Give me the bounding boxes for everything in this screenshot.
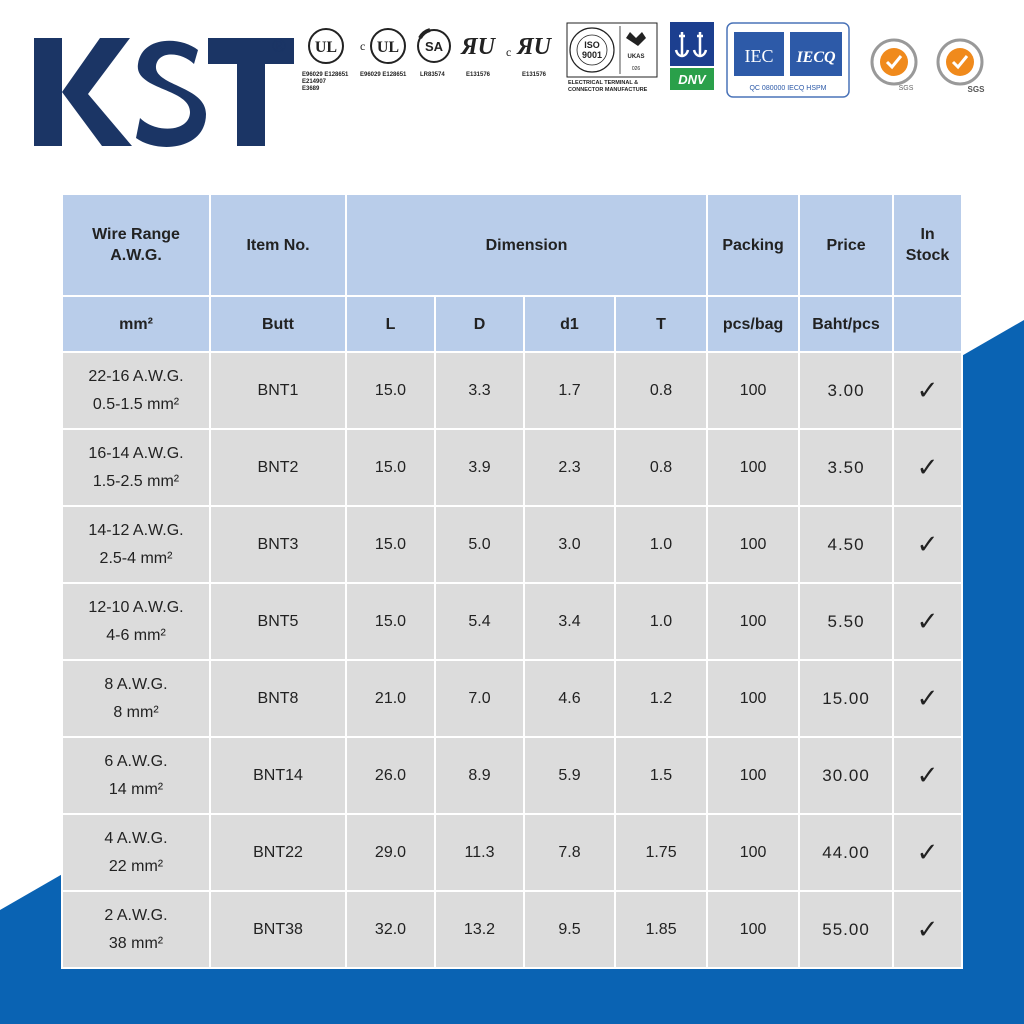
cul-label: E96029 E128651: [360, 72, 407, 78]
packing-cell: 100: [707, 583, 799, 660]
price-cell: 55.00: [799, 891, 893, 968]
kst-logo-graphic: [30, 30, 300, 150]
header-row-1: [62, 194, 962, 296]
length-cell: 21.0: [346, 660, 435, 737]
in-stock-check-icon: ✓: [893, 737, 962, 814]
mm2-value: 2.5-4 mm²: [99, 549, 173, 567]
price-cell: 44.00: [799, 814, 893, 891]
header-in-stock-text: In Stock: [905, 226, 950, 264]
wire-range-cell: [62, 583, 210, 660]
d1-cell: 4.6: [524, 660, 615, 737]
svg-text:UL: UL: [314, 39, 338, 56]
dnv-text: DNV: [678, 72, 706, 87]
dnv-anchor-icon: [670, 22, 714, 92]
svg-text:ЯU: ЯU: [461, 34, 495, 60]
cul-certification: [358, 22, 408, 78]
iso-caption: ELECTRICAL TERMINAL & CONNECTOR MANUFACTURE: [568, 80, 648, 93]
svg-text:SGS: SGS: [898, 85, 914, 92]
length-cell: 15.0: [346, 583, 435, 660]
diameter-cell: 13.2: [435, 891, 524, 968]
table-row: [62, 583, 962, 660]
header-dimension: Dimension: [346, 194, 707, 296]
awg-value: 6 A.W.G.: [104, 752, 168, 770]
price-cell: 3.50: [799, 429, 893, 506]
d1-cell: 3.0: [524, 506, 615, 583]
registered-mark: ®: [270, 36, 288, 57]
svg-text:SGS: SGS: [967, 85, 985, 94]
awg-value: 12-10 A.W.G.: [88, 598, 184, 616]
wire-range-cell: [62, 737, 210, 814]
ul-icon: [302, 22, 350, 70]
subheader-pcs-bag: pcs/bag: [707, 296, 799, 352]
iec-iecq-icon: [726, 22, 850, 98]
subheader-d1: d1: [524, 296, 615, 352]
svg-text:026: 026: [631, 66, 641, 72]
table-row: [62, 814, 962, 891]
iec-certification: [726, 22, 850, 103]
mm2-value: 0.5-1.5 mm²: [92, 395, 180, 413]
awg-value: 2 A.W.G.: [104, 906, 168, 924]
svg-text:UL: UL: [376, 39, 400, 56]
awg-value: 16-14 A.W.G.: [88, 444, 184, 462]
svg-text:SA: SA: [424, 39, 444, 54]
awg-value: 8 A.W.G.: [104, 675, 168, 693]
table-row: [62, 660, 962, 737]
subheader-D: D: [435, 296, 524, 352]
item-no-cell: BNT3: [210, 506, 346, 583]
d1-cell: 3.4: [524, 583, 615, 660]
mm2-value: 8 mm²: [113, 703, 159, 721]
d1-cell: 2.3: [524, 429, 615, 506]
cru-label: E131576: [522, 72, 547, 78]
table-row: [62, 737, 962, 814]
table-row: [62, 506, 962, 583]
packing-cell: 100: [707, 891, 799, 968]
mm2-value: 1.5-2.5 mm²: [92, 472, 180, 490]
packing-cell: 100: [707, 737, 799, 814]
thickness-cell: 1.2: [615, 660, 707, 737]
svg-text:9001: 9001: [581, 50, 603, 60]
awg-value: 22-16 A.W.G.: [88, 367, 184, 385]
thickness-cell: 1.0: [615, 583, 707, 660]
packing-cell: 100: [707, 429, 799, 506]
csa-certification: [414, 22, 454, 78]
recognized-component-icon: [456, 22, 500, 70]
svg-text:IECQ: IECQ: [796, 49, 836, 66]
in-stock-check-icon: ✓: [893, 429, 962, 506]
in-stock-check-icon: ✓: [893, 891, 962, 968]
awg-value: 14-12 A.W.G.: [88, 521, 184, 539]
header-row-2: [62, 296, 962, 352]
product-table-container: [61, 193, 961, 969]
table-row: [62, 352, 962, 429]
in-stock-check-icon: ✓: [893, 506, 962, 583]
header-packing: Packing: [707, 194, 799, 296]
d1-cell: 7.8: [524, 814, 615, 891]
in-stock-check-icon: ✓: [893, 583, 962, 660]
mm2-value: 14 mm²: [108, 780, 164, 798]
awg-value: 4 A.W.G.: [104, 829, 168, 847]
header-in-stock: [893, 194, 962, 296]
in-stock-check-icon: ✓: [893, 352, 962, 429]
svg-text:c: c: [360, 39, 366, 53]
header: [0, 0, 1024, 160]
svg-text:ISO: ISO: [584, 40, 600, 50]
thickness-cell: 1.0: [615, 506, 707, 583]
cru-certification: [502, 22, 556, 78]
subheader-stock: [893, 296, 962, 352]
wire-range-cell: [62, 814, 210, 891]
item-no-cell: BNT5: [210, 583, 346, 660]
wire-range-cell: [62, 660, 210, 737]
product-table: [61, 193, 963, 969]
subheader-T: T: [615, 296, 707, 352]
sgs-certification-2: [930, 34, 990, 101]
wire-range-cell: [62, 506, 210, 583]
in-stock-check-icon: ✓: [893, 660, 962, 737]
cul-icon: [358, 22, 408, 70]
thickness-cell: 1.5: [615, 737, 707, 814]
mm2-value: 22 mm²: [108, 857, 164, 875]
diameter-cell: 3.3: [435, 352, 524, 429]
item-no-cell: BNT38: [210, 891, 346, 968]
svg-text:c: c: [506, 45, 512, 59]
header-price: Price: [799, 194, 893, 296]
length-cell: 15.0: [346, 429, 435, 506]
packing-cell: 100: [707, 352, 799, 429]
csa-icon: [414, 22, 454, 70]
iso-certification: [566, 22, 658, 93]
mm2-value: 4-6 mm²: [106, 626, 166, 644]
wire-range-cell: [62, 891, 210, 968]
length-cell: 32.0: [346, 891, 435, 968]
header-wire-range: [62, 194, 210, 296]
iso-9001-icon: [566, 22, 658, 78]
svg-text:QC 080000 IECQ HSPM: QC 080000 IECQ HSPM: [749, 85, 827, 92]
subheader-mm2: mm²: [62, 296, 210, 352]
item-no-cell: BNT1: [210, 352, 346, 429]
diameter-cell: 5.0: [435, 506, 524, 583]
length-cell: 15.0: [346, 352, 435, 429]
thickness-cell: 0.8: [615, 429, 707, 506]
wire-range-cell: [62, 429, 210, 506]
packing-cell: 100: [707, 660, 799, 737]
svg-text:UKAS: UKAS: [627, 54, 645, 60]
d1-cell: 1.7: [524, 352, 615, 429]
price-cell: 3.00: [799, 352, 893, 429]
item-no-cell: BNT14: [210, 737, 346, 814]
d1-cell: 9.5: [524, 891, 615, 968]
diameter-cell: 11.3: [435, 814, 524, 891]
sgs-check-icon: [930, 34, 990, 96]
subheader-baht-pcs: Baht/pcs: [799, 296, 893, 352]
length-cell: 29.0: [346, 814, 435, 891]
table-row: [62, 429, 962, 506]
sgs-certification-1: [866, 34, 922, 99]
item-no-cell: BNT2: [210, 429, 346, 506]
table-body: [62, 352, 962, 968]
item-no-cell: BNT8: [210, 660, 346, 737]
diameter-cell: 7.0: [435, 660, 524, 737]
diameter-cell: 3.9: [435, 429, 524, 506]
kst-logo: [30, 30, 300, 150]
mm2-value: 38 mm²: [108, 934, 164, 952]
csa-label: LR83574: [420, 72, 445, 78]
subheader-butt: Butt: [210, 296, 346, 352]
item-no-cell: BNT22: [210, 814, 346, 891]
length-cell: 15.0: [346, 506, 435, 583]
c-recognized-component-icon: [502, 22, 556, 70]
price-cell: 5.50: [799, 583, 893, 660]
sgs-check-icon: [866, 34, 922, 94]
ru-certification: [456, 22, 500, 78]
svg-text:IEC: IEC: [744, 46, 774, 66]
in-stock-check-icon: ✓: [893, 814, 962, 891]
ul-label: E96029 E128651 E214907 E3689: [302, 72, 349, 92]
header-wire-range-text: Wire Range A.W.G.: [92, 226, 180, 264]
thickness-cell: 1.75: [615, 814, 707, 891]
thickness-cell: 1.85: [615, 891, 707, 968]
thickness-cell: 0.8: [615, 352, 707, 429]
table-row: [62, 891, 962, 968]
diameter-cell: 5.4: [435, 583, 524, 660]
ul-certification: [302, 22, 350, 92]
packing-cell: 100: [707, 506, 799, 583]
packing-cell: 100: [707, 814, 799, 891]
price-cell: 15.00: [799, 660, 893, 737]
subheader-L: L: [346, 296, 435, 352]
dnv-certification: [670, 22, 714, 97]
svg-text:ЯU: ЯU: [517, 34, 551, 60]
d1-cell: 5.9: [524, 737, 615, 814]
price-cell: 30.00: [799, 737, 893, 814]
length-cell: 26.0: [346, 737, 435, 814]
wire-range-cell: [62, 352, 210, 429]
ru-label: E131576: [466, 72, 491, 78]
diameter-cell: 8.9: [435, 737, 524, 814]
price-cell: 4.50: [799, 506, 893, 583]
header-item-no: Item No.: [210, 194, 346, 296]
